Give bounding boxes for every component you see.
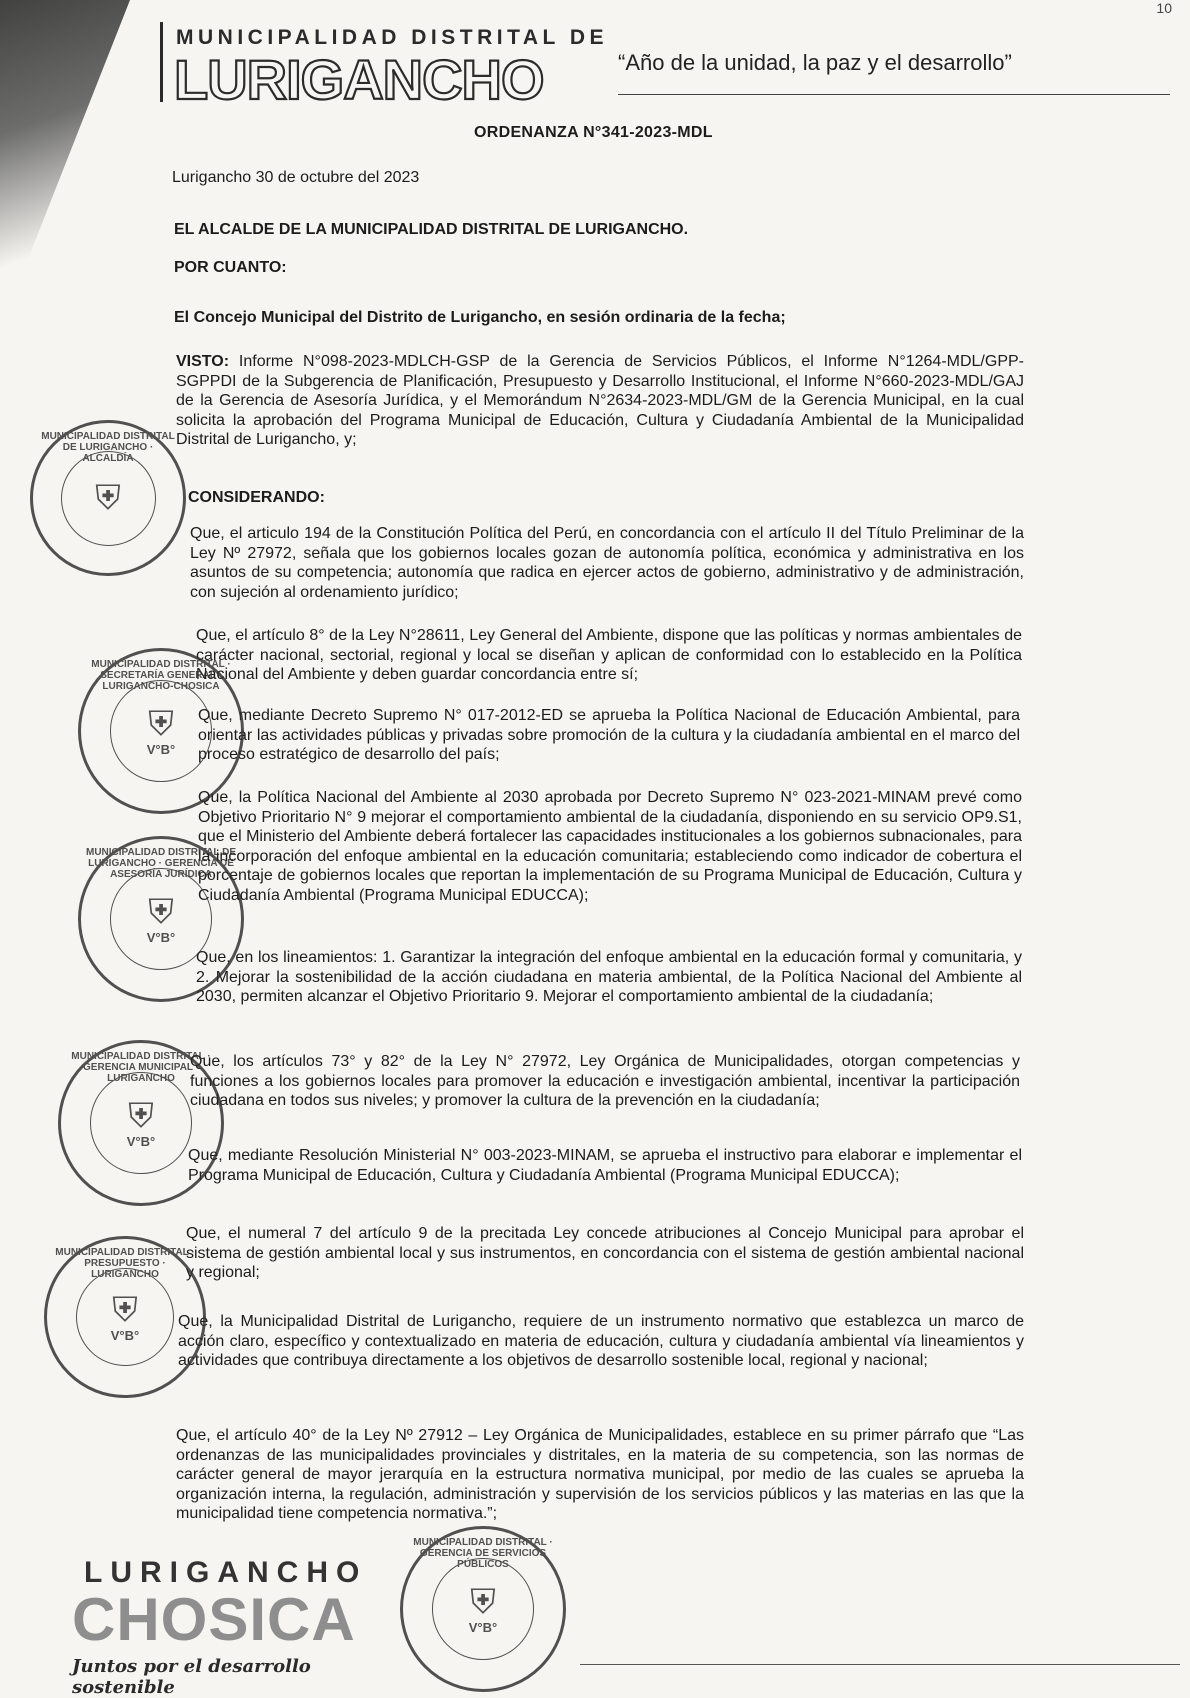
paragraph-2: Que, el artículo 8° de la Ley N°28611, Ley General del Ambiente, dispone que las políticas y normas ambientales de carácter nacional, sectorial, regional y local se diseñan y aplican de conformidad con lo establecido en la Política Nacional del Ambiente y deben guardar concordancia entre sí; xyxy=(196,627,1022,683)
paragraph-1: Que, el articulo 194 de la Constitución Política del Perú, en concordancia con el artículo II del Título Preliminar de la Ley Nº 27972, señala que los gobiernos locales gozan de autonomía política, económica y administrativa en los asuntos de su competencia; autonomía que radica en ejercer actos de gobierno, administrativo y de administración, con sujeción al ordenamiento jurídico; xyxy=(190,525,1024,601)
footer-slogan: Juntos por el desarrollo sostenible xyxy=(72,1656,311,1698)
coat-of-arms-icon: ⛨ xyxy=(128,1096,154,1135)
paragraph-3: Que, mediante Decreto Supremo N° 017-2012-ED se aprueba la Política Nacional de Educación Ambiental, para orientar las actividades públicas y privadas sobre promoción de la cultura y la ciudadanía ambiental en el marco del proceso estratégico de desarrollo del país; xyxy=(198,707,1020,763)
vb-mark: V°B° xyxy=(146,741,176,757)
por-cuanto-heading: POR CUANTO: xyxy=(174,259,287,276)
considerando-heading: CONSIDERANDO: xyxy=(188,489,325,506)
visto-label: VISTO: xyxy=(176,353,230,370)
paragraph-10: Que, el artículo 40° de la Ley Nº 27912 – Ley Orgánica de Municipalidades, establece en su primer párrafo que “Las ordenanzas de las municipalidades provinciales y distritales, en la materia de su competencia, son las normas de carácter general de mayor jerarquía en la estructura normativa municipal, por medio de las cuales se aprueba la organización interna, la regulación, administración y supervisión de los servicios públicos y las materias en las que la municipalidad tiene competencia normativa.”; xyxy=(176,1427,1024,1522)
coat-of-arms-icon: ⛨ xyxy=(112,1290,138,1329)
servicios-publicos-stamp xyxy=(400,1526,566,1692)
coat-of-arms-icon: ⛨ xyxy=(470,1582,496,1621)
visto-text: Informe N°098-2023-MDLCH-GSP de la Gerencia de Servicios Públicos, el Informe N°1264-MDL/GPP-SGPPDI de la Subgerencia de Planificación, Presupuesto y Desarrollo Institucional, el Informe N°660-2023-MDL/GAJ de la Gerencia de Asesoría Jurídica, y el Memorándum N°2634-2023-MDL/GM de la Gerencia Municipal, en la cual solicita la aprobación del Programa Municipal de Educación, Cultura y Ciudadanía Ambiental de la Municipalidad Distrital de Lurigancho, y; xyxy=(176,353,1024,448)
stamp-ring-text: MUNICIPALIDAD DISTRITAL · GERENCIA MUNICIPAL · LURIGANCHO xyxy=(71,1051,211,1084)
stamp-ring-text: MUNICIPALIDAD DISTRITAL · PRESUPUESTO · LURIGANCHO xyxy=(55,1247,195,1280)
stamp-ring-text: MUNICIPALIDAD DISTRITAL DE LURIGANCHO · GERENCIA DE ASESORÍA JURÍDICA xyxy=(86,847,236,880)
place-date: Lurigancho 30 de octubre del 2023 xyxy=(172,169,420,186)
vb-mark: V°B° xyxy=(110,1327,140,1343)
header-rule xyxy=(618,94,1170,95)
visto-paragraph xyxy=(176,352,1024,450)
stamp-ring-text: MUNICIPALIDAD DISTRITAL DE LURIGANCHO · ALCALDÍA xyxy=(41,431,175,464)
letterhead xyxy=(160,18,1170,111)
stamp-ring-text: MUNICIPALIDAD DISTRITAL · GERENCIA DE SERVICIOS PÚBLICOS xyxy=(413,1537,553,1570)
scan-shadow xyxy=(0,0,150,330)
footer-rule xyxy=(580,1664,1180,1665)
year-motto: “Año de la unidad, la paz y el desarrollo” xyxy=(618,50,1012,75)
council-line: El Concejo Municipal del Distrito de Lurigancho, en sesión ordinaria de la fecha; xyxy=(174,309,786,326)
paragraph-8: Que, el numeral 7 del artículo 9 de la precitada Ley concede atribuciones al Concejo Municipal para aprobar el sistema de gestión ambiental local y sus instrumentos, en concordancia con el sistema de gestión ambiental nacional y regional; xyxy=(186,1225,1024,1281)
coat-of-arms-icon: ⛨ xyxy=(148,704,174,743)
alcaldia-stamp xyxy=(30,420,186,576)
institution-line: MUNICIPALIDAD DISTRITAL DE xyxy=(176,26,608,49)
footer-brand-top: LURIGANCHO xyxy=(84,1556,368,1589)
footer-brand-main: CHOSICA xyxy=(72,1586,356,1653)
document-title: ORDENANZA N°341-2023-MDL xyxy=(474,124,713,141)
paragraph-9: Que, la Municipalidad Distrital de Lurigancho, requiere de un instrumento normativo que establezca un marco de acción claro, específico y contextualizado en materia de educación, cultura y ciudadanía ambiental vía lineamientos y actividades que contribuya directamente a los objetivos de desarrollo sostenible local, regional y nacional; xyxy=(178,1313,1024,1369)
asesoria-stamp xyxy=(78,836,244,1002)
paragraph-6: Que, los artículos 73° y 82° de la Ley N° 27972, Ley Orgánica de Municipalidades, otorgan competencias y funciones a los gobiernos locales para promover la educación e investigación ambiental, incentivar la participación ciudadana en todos sus niveles; y promover la cultura de la prevención en la ciudadanía; xyxy=(190,1053,1020,1109)
vb-mark: V°B° xyxy=(126,1133,156,1149)
paragraph-4: Que, la Política Nacional del Ambiente al 2030 aprobada por Decreto Supremo N° 023-2021-MINAM prevé como Objetivo Prioritario N° 9 mejorar el comportamiento ambiental de la ciudadanía, disponiendo en su servicio OP9.S1, que el Ministerio del Ambiente deberá fortalecer las capacidades institucionales a los gobiernos subnacionales, para la incorporación del enfoque ambiental en la educación comunitaria; estableciendo como indicador de cobertura el porcentaje de gobiernos locales que reportan la implementación de su Programa Municipal de Educación, Cultura y Ciudadanía Ambiental (Programa Municipal EDUCCA); xyxy=(198,789,1022,904)
footer-logo xyxy=(70,1556,390,1698)
page-mark: 10 xyxy=(1156,0,1172,16)
paragraph-7: Que, mediante Resolución Ministerial N° 003-2023-MINAM, se aprueba el instructivo para elaborar e implementar el Programa Municipal de Educación, Cultura y Ciudadanía Ambiental (Programa Municipal EDUCCA); xyxy=(188,1147,1022,1184)
vb-mark: V°B° xyxy=(146,929,176,945)
paragraph-5: Que, en los lineamientos: 1. Garantizar la integración del enfoque ambiental en la educación formal y comunitaria, y 2. Mejorar la sostenibilidad de la acción ciudadana en materia ambiental, de la Política Nacional del Ambiente al 2030, permiten alcanzar el Objetivo Prioritario 9. Mejorar el comportamiento ambiental de la ciudadanía; xyxy=(196,949,1022,1005)
coat-of-arms-icon: ⛨ xyxy=(148,892,174,931)
institution-name: LURIGANCHO xyxy=(174,48,544,111)
issuer: EL ALCALDE DE LA MUNICIPALIDAD DISTRITAL DE LURIGANCHO. xyxy=(174,221,689,238)
secretaria-stamp xyxy=(78,648,244,814)
stamp-ring-text: MUNICIPALIDAD DISTRITAL · SECRETARÍA GENERAL · LURIGANCHO-CHOSICA xyxy=(91,659,231,692)
gerencia-municipal-stamp xyxy=(58,1040,224,1206)
vb-mark: V°B° xyxy=(468,1619,498,1635)
presupuesto-stamp xyxy=(44,1236,206,1398)
coat-of-arms-icon: ⛨ xyxy=(95,479,121,517)
